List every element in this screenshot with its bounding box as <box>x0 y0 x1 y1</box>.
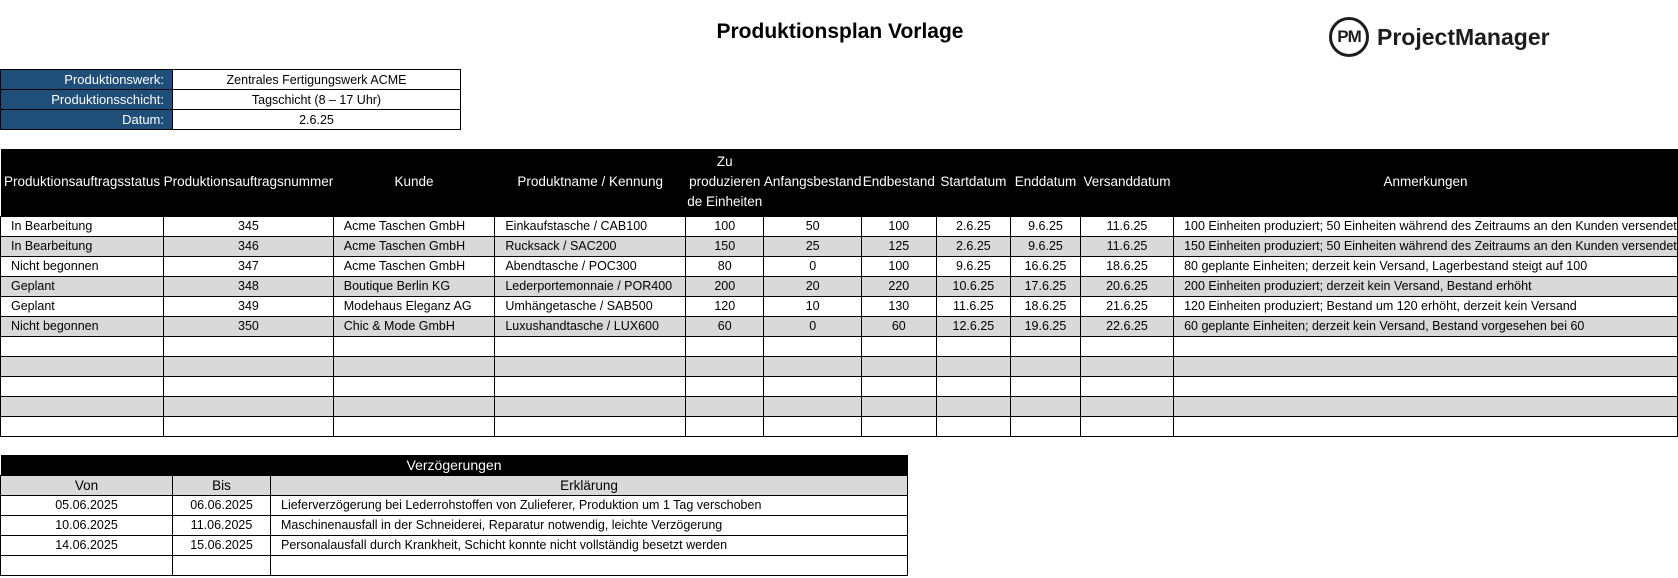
table-cell[interactable]: Rucksack / SAC200 <box>495 236 686 256</box>
table-cell[interactable] <box>686 416 764 436</box>
table-cell[interactable]: 11.6.25 <box>936 296 1010 316</box>
table-cell[interactable] <box>1080 356 1173 376</box>
brand-name: ProjectManager <box>1377 23 1550 50</box>
table-row <box>1 356 1678 376</box>
column-header: Anmerkungen <box>1174 149 1678 216</box>
info-value[interactable]: 2.6.25 <box>173 110 461 130</box>
table-cell[interactable]: Geplant <box>1 296 164 316</box>
table-cell[interactable]: 350 <box>164 316 334 336</box>
info-value[interactable]: Zentrales Fertigungswerk ACME <box>173 70 461 90</box>
table-cell[interactable]: Acme Taschen GmbH <box>333 236 495 256</box>
table-cell[interactable] <box>1080 336 1173 356</box>
table-cell[interactable]: Umhängetasche / SAB500 <box>495 296 686 316</box>
table-cell[interactable] <box>764 336 862 356</box>
table-cell[interactable] <box>1 376 164 396</box>
delays-table <box>0 455 908 576</box>
column-header: Endbestand <box>861 149 936 216</box>
orders-header-row <box>1 149 1678 216</box>
table-cell[interactable]: 150 Einheiten produziert; 50 Einheiten während des Zeitraums an den Kunden versendet <box>1174 236 1678 256</box>
table-cell[interactable] <box>764 416 862 436</box>
table-cell[interactable] <box>333 416 495 436</box>
table-cell[interactable]: 16.6.25 <box>1011 256 1081 276</box>
table-cell[interactable]: 20.6.25 <box>1080 276 1173 296</box>
table-cell[interactable] <box>936 356 1010 376</box>
table-row <box>1 555 908 575</box>
table-cell[interactable] <box>861 336 936 356</box>
info-row-shift <box>1 90 461 110</box>
table-cell[interactable]: Modehaus Eleganz AG <box>333 296 495 316</box>
table-cell[interactable] <box>861 416 936 436</box>
table-cell[interactable]: 11.6.25 <box>1080 216 1173 236</box>
table-cell[interactable]: 200 <box>686 276 764 296</box>
info-label: Datum: <box>1 110 173 130</box>
table-cell[interactable] <box>764 376 862 396</box>
table-row <box>1 216 1678 236</box>
table-cell[interactable]: 18.6.25 <box>1080 256 1173 276</box>
table-cell[interactable] <box>271 555 908 575</box>
table-cell[interactable] <box>164 396 334 416</box>
orders-table <box>0 149 1678 437</box>
pm-logo-icon: PM <box>1329 17 1369 57</box>
table-cell[interactable] <box>1174 356 1678 376</box>
table-cell[interactable] <box>686 336 764 356</box>
table-cell[interactable] <box>333 356 495 376</box>
table-cell[interactable]: Abendtasche / POC300 <box>495 256 686 276</box>
table-cell[interactable] <box>764 356 862 376</box>
column-header: Erklärung <box>271 475 908 495</box>
column-header: Enddatum <box>1011 149 1081 216</box>
table-cell[interactable]: 100 <box>861 256 936 276</box>
table-cell[interactable]: 11.6.25 <box>1080 236 1173 256</box>
column-header: Versanddatum <box>1080 149 1173 216</box>
table-cell[interactable] <box>1174 376 1678 396</box>
table-cell[interactable] <box>1011 336 1081 356</box>
table-cell[interactable] <box>936 336 1010 356</box>
table-cell[interactable]: 20 <box>764 276 862 296</box>
table-cell[interactable] <box>686 376 764 396</box>
table-cell[interactable] <box>936 376 1010 396</box>
table-cell[interactable]: 60 <box>861 316 936 336</box>
table-cell[interactable] <box>495 396 686 416</box>
table-cell[interactable]: 120 Einheiten produziert; Bestand um 120 erhöht, derzeit kein Versand <box>1174 296 1678 316</box>
table-cell[interactable]: 19.6.25 <box>1011 316 1081 336</box>
table-cell[interactable] <box>861 376 936 396</box>
table-cell[interactable]: 60 <box>686 316 764 336</box>
delays-title-row <box>1 455 908 475</box>
table-cell[interactable]: Acme Taschen GmbH <box>333 256 495 276</box>
info-label: Produktionsschicht: <box>1 90 173 110</box>
column-header: Startdatum <box>936 149 1010 216</box>
table-cell[interactable]: 25 <box>764 236 862 256</box>
table-cell[interactable] <box>1080 396 1173 416</box>
delays-header-row <box>1 475 908 495</box>
info-row-date <box>1 110 461 130</box>
column-header: Zu produzieren de Einheiten <box>686 149 764 216</box>
column-header: Produktionsauftragsnummer <box>164 149 334 216</box>
table-cell[interactable]: 12.6.25 <box>936 316 1010 336</box>
table-cell[interactable]: 2.6.25 <box>936 236 1010 256</box>
table-cell[interactable]: Lederportemonnaie / POR400 <box>495 276 686 296</box>
info-row-plant <box>1 70 461 90</box>
table-cell[interactable] <box>333 396 495 416</box>
table-cell[interactable]: 9.6.25 <box>1011 236 1081 256</box>
table-row <box>1 296 1678 316</box>
table-cell[interactable]: 120 <box>686 296 764 316</box>
table-cell[interactable]: 346 <box>164 236 334 256</box>
table-cell[interactable] <box>495 336 686 356</box>
delays-title: Verzögerungen <box>1 455 908 475</box>
table-cell[interactable] <box>495 356 686 376</box>
table-cell[interactable] <box>936 396 1010 416</box>
info-table <box>0 69 461 130</box>
table-cell[interactable] <box>686 356 764 376</box>
table-cell[interactable]: In Bearbeitung <box>1 216 164 236</box>
table-cell[interactable] <box>333 336 495 356</box>
table-cell[interactable]: 10.06.2025 <box>1 515 173 535</box>
table-cell[interactable] <box>1 396 164 416</box>
table-cell[interactable] <box>1174 336 1678 356</box>
column-header: Anfangsbestand <box>764 149 862 216</box>
table-cell[interactable]: 18.6.25 <box>1011 296 1081 316</box>
table-row <box>1 495 908 515</box>
table-cell[interactable] <box>1080 416 1173 436</box>
column-header: Kunde <box>333 149 495 216</box>
table-cell[interactable]: 200 Einheiten produziert; derzeit kein Versand, Bestand erhöht <box>1174 276 1678 296</box>
table-row <box>1 396 1678 416</box>
table-cell[interactable]: 22.6.25 <box>1080 316 1173 336</box>
table-row <box>1 336 1678 356</box>
table-cell[interactable]: 15.06.2025 <box>173 535 271 555</box>
table-cell[interactable]: 100 <box>686 216 764 236</box>
table-cell[interactable]: 06.06.2025 <box>173 495 271 515</box>
table-cell[interactable]: 80 <box>686 256 764 276</box>
table-cell[interactable] <box>495 376 686 396</box>
table-cell[interactable] <box>1 555 173 575</box>
table-cell[interactable]: 17.6.25 <box>1011 276 1081 296</box>
table-cell[interactable]: 9.6.25 <box>936 256 1010 276</box>
column-header: Produktname / Kennung <box>495 149 686 216</box>
table-cell[interactable]: 11.06.2025 <box>173 515 271 535</box>
table-cell[interactable] <box>686 396 764 416</box>
table-cell[interactable]: 0 <box>764 256 862 276</box>
table-cell[interactable]: 349 <box>164 296 334 316</box>
info-value[interactable]: Tagschicht (8 – 17 Uhr) <box>173 90 461 110</box>
table-cell[interactable]: 10 <box>764 296 862 316</box>
table-row <box>1 376 1678 396</box>
table-cell[interactable]: 347 <box>164 256 334 276</box>
info-label: Produktionswerk: <box>1 70 173 90</box>
table-cell[interactable] <box>1011 376 1081 396</box>
table-cell[interactable] <box>164 376 334 396</box>
table-row <box>1 236 1678 256</box>
table-cell[interactable]: 80 geplante Einheiten; derzeit kein Versand, Lagerbestand steigt auf 100 <box>1174 256 1678 276</box>
table-cell[interactable]: Acme Taschen GmbH <box>333 216 495 236</box>
table-cell[interactable]: 220 <box>861 276 936 296</box>
table-cell[interactable]: Boutique Berlin KG <box>333 276 495 296</box>
column-header: Bis <box>173 475 271 495</box>
table-row <box>1 416 1678 436</box>
table-cell[interactable]: 345 <box>164 216 334 236</box>
table-row <box>1 535 908 555</box>
table-cell[interactable] <box>1 416 164 436</box>
table-cell[interactable] <box>1011 356 1081 376</box>
table-cell[interactable]: 05.06.2025 <box>1 495 173 515</box>
column-header: Von <box>1 475 173 495</box>
table-cell[interactable]: 10.6.25 <box>936 276 1010 296</box>
column-header: Produktionsauftragsstatus <box>1 149 164 216</box>
table-cell[interactable]: 60 geplante Einheiten; derzeit kein Versand, Bestand vorgesehen bei 60 <box>1174 316 1678 336</box>
table-cell[interactable] <box>936 416 1010 436</box>
table-cell[interactable] <box>495 416 686 436</box>
table-row <box>1 256 1678 276</box>
table-cell[interactable]: In Bearbeitung <box>1 236 164 256</box>
table-cell[interactable]: 9.6.25 <box>1011 216 1081 236</box>
table-cell[interactable]: Personalausfall durch Krankheit, Schicht konnte nicht vollständig besetzt werden <box>271 535 908 555</box>
table-cell[interactable]: 348 <box>164 276 334 296</box>
table-cell[interactable] <box>861 356 936 376</box>
table-cell[interactable]: 150 <box>686 236 764 256</box>
page-title: Produktionsplan Vorlage <box>716 20 964 43</box>
table-cell[interactable]: 100 <box>861 216 936 236</box>
table-cell[interactable] <box>861 396 936 416</box>
table-cell[interactable] <box>764 396 862 416</box>
table-row <box>1 515 908 535</box>
table-cell[interactable] <box>1011 416 1081 436</box>
table-cell[interactable]: Einkaufstasche / CAB100 <box>495 216 686 236</box>
table-cell[interactable]: Maschinenausfall in der Schneiderei, Reparatur notwendig, leichte Verzögerung <box>271 515 908 535</box>
table-cell[interactable]: Lieferverzögerung bei Lederrohstoffen von Zulieferer, Produktion um 1 Tag verschoben <box>271 495 908 515</box>
table-cell[interactable] <box>333 376 495 396</box>
table-cell[interactable] <box>164 356 334 376</box>
table-cell[interactable]: 125 <box>861 236 936 256</box>
table-cell[interactable]: Luxushandtasche / LUX600 <box>495 316 686 336</box>
table-cell[interactable]: 14.06.2025 <box>1 535 173 555</box>
table-row <box>1 316 1678 336</box>
table-cell[interactable] <box>1011 396 1081 416</box>
table-cell[interactable]: 0 <box>764 316 862 336</box>
table-cell[interactable] <box>1174 416 1678 436</box>
table-cell[interactable] <box>164 416 334 436</box>
table-cell[interactable]: 2.6.25 <box>936 216 1010 236</box>
table-cell[interactable]: Nicht begonnen <box>1 256 164 276</box>
table-cell[interactable]: 130 <box>861 296 936 316</box>
table-cell[interactable] <box>1 356 164 376</box>
table-cell[interactable]: 21.6.25 <box>1080 296 1173 316</box>
brand-logo <box>1329 15 1550 59</box>
table-cell[interactable]: Nicht begonnen <box>1 316 164 336</box>
table-cell[interactable]: Chic & Mode GmbH <box>333 316 495 336</box>
table-row <box>1 276 1678 296</box>
table-cell[interactable] <box>1174 396 1678 416</box>
table-cell[interactable] <box>173 555 271 575</box>
table-cell[interactable]: 50 <box>764 216 862 236</box>
table-cell[interactable] <box>1080 376 1173 396</box>
table-cell[interactable]: 100 Einheiten produziert; 50 Einheiten während des Zeitraums an den Kunden versendet <box>1174 216 1678 236</box>
table-cell[interactable] <box>1 336 164 356</box>
table-cell[interactable] <box>164 336 334 356</box>
table-cell[interactable]: Geplant <box>1 276 164 296</box>
